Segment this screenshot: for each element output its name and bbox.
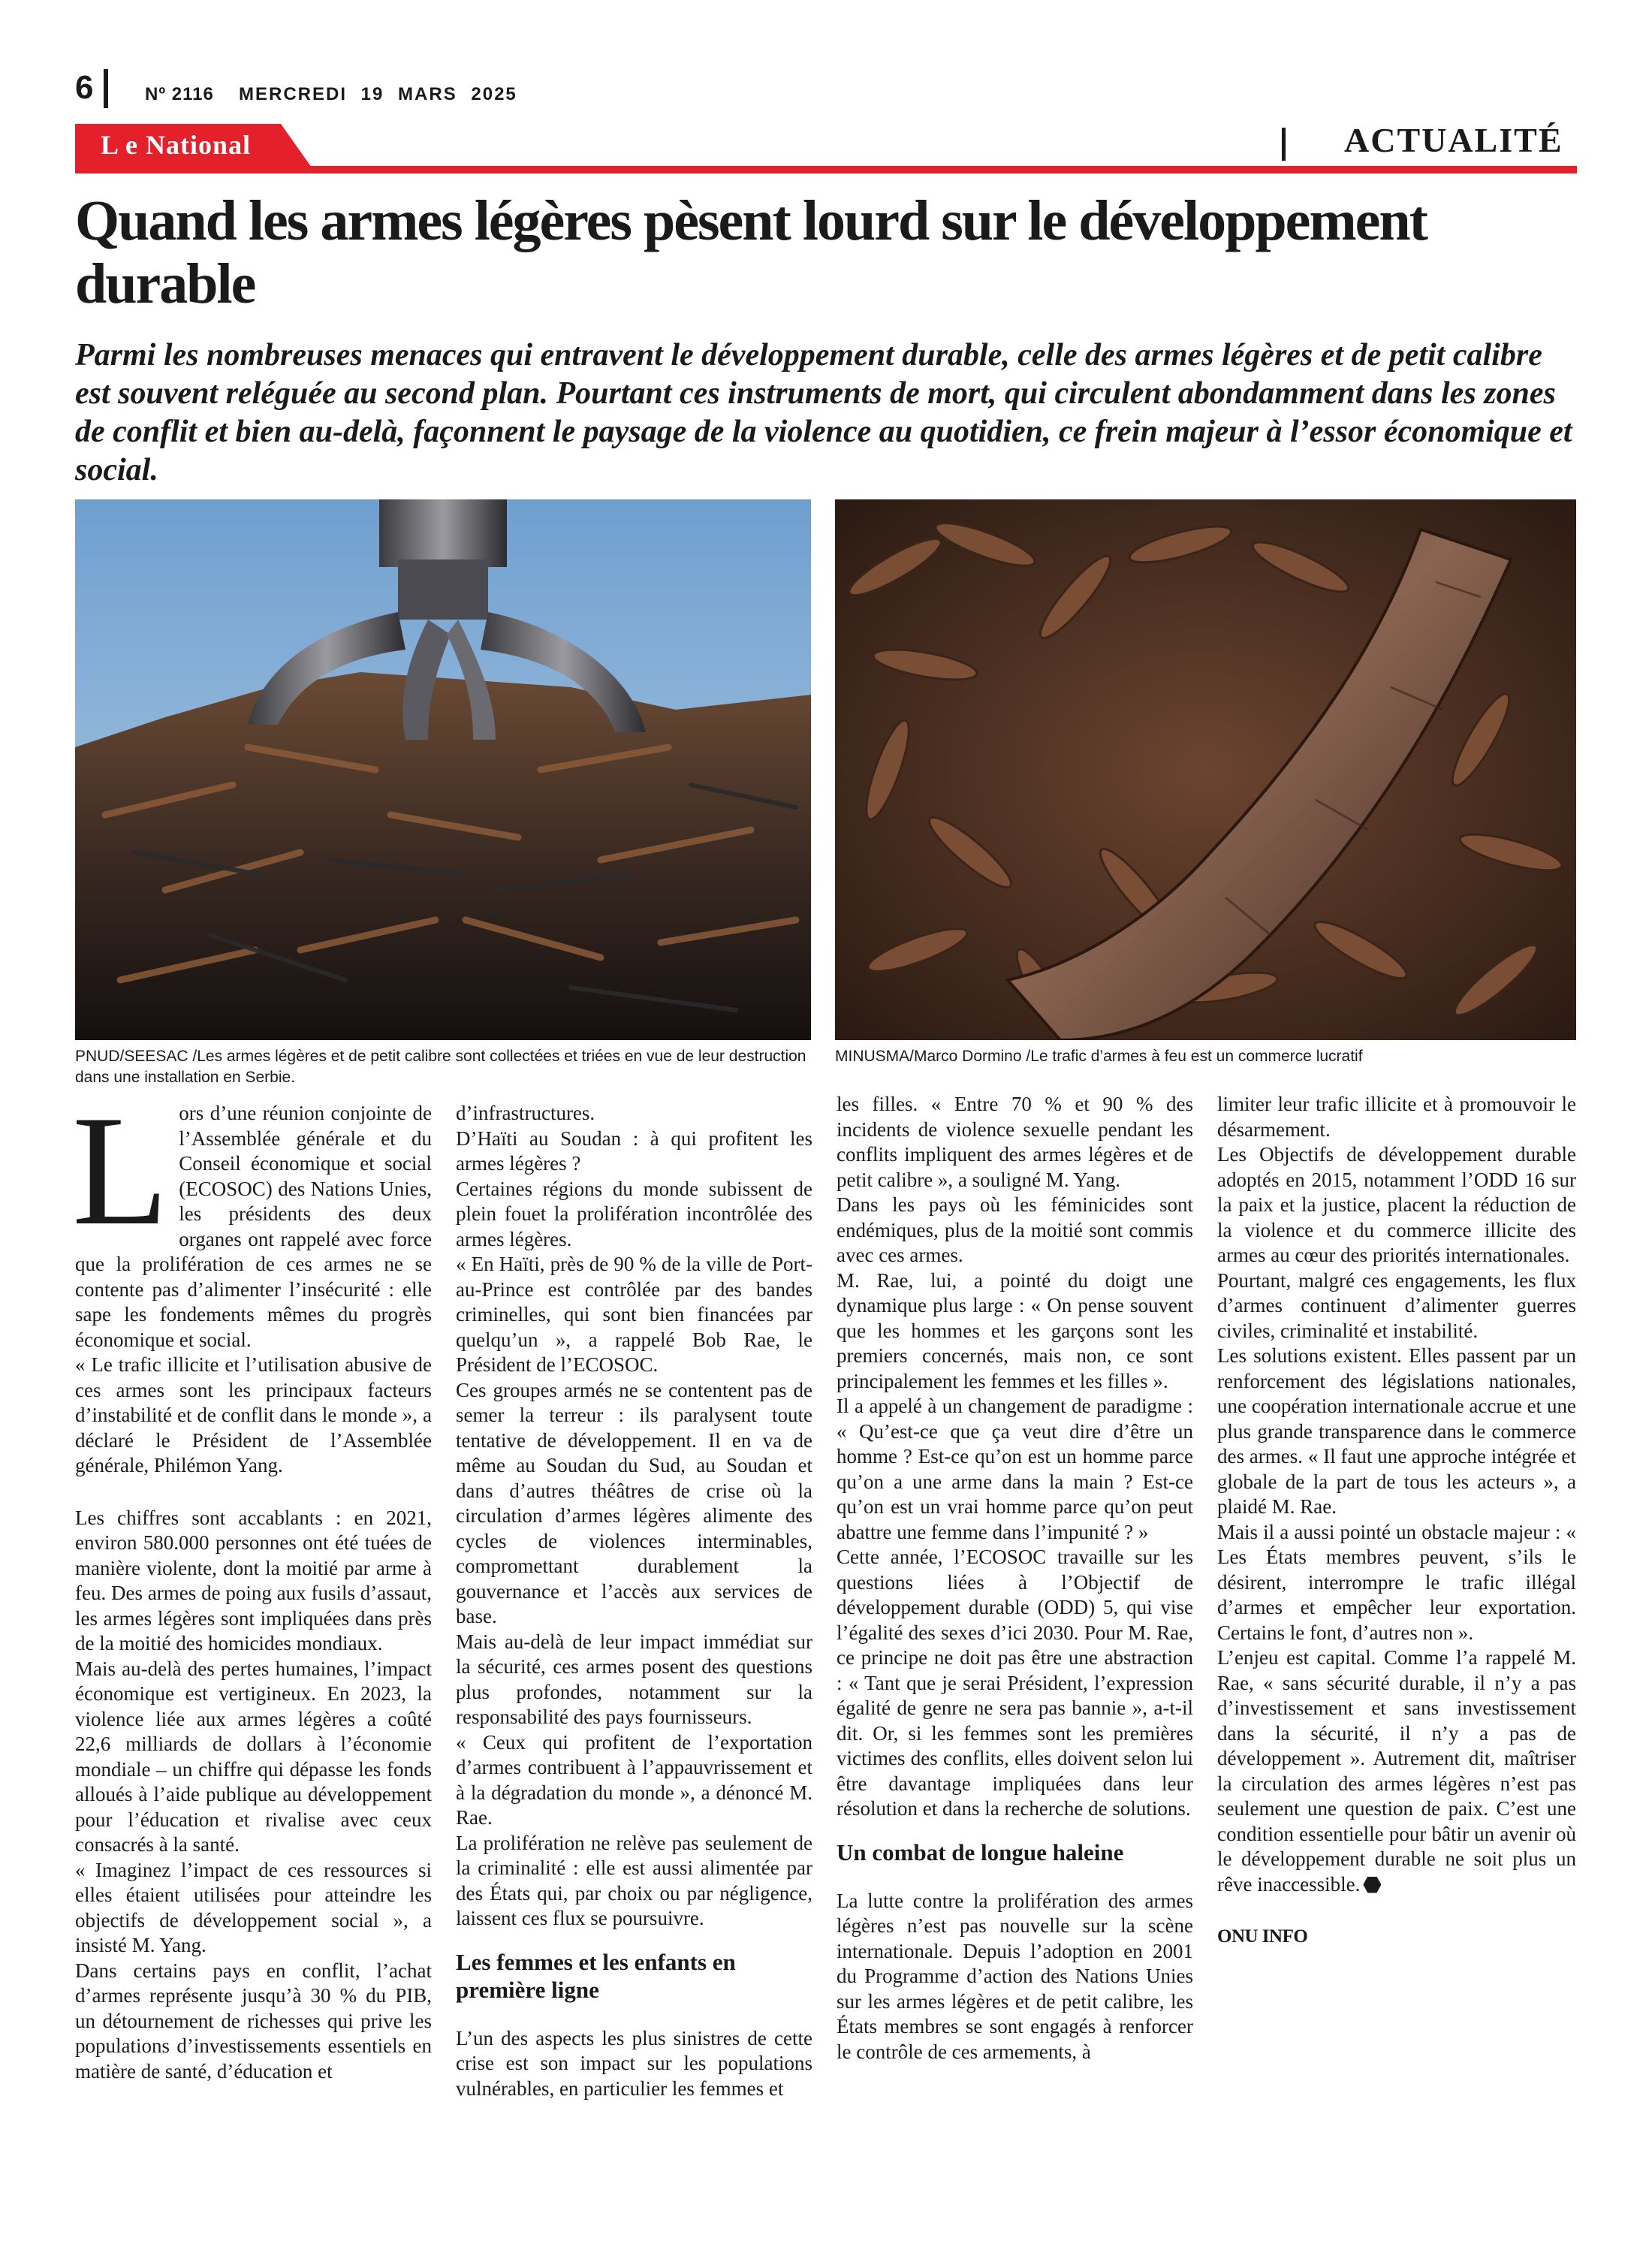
paragraph: Les solutions existent. Elles passent par un renforcement des législations nationales, une coopération internationale accrue et une plus grande transparence dans le commerce des armes. « Il faut une approche intégrée et globale de la part de tous les acteurs », a plaidé M. Rae.	[1217, 1344, 1576, 1518]
article-signature: ONU INFO	[1217, 1926, 1308, 1947]
paragraph: D’Haïti au Soudan : à qui profitent les armes légères ?	[456, 1126, 812, 1175]
brand-name: L e National	[101, 130, 252, 160]
subheading: Les femmes et les enfants en première ligne	[456, 1948, 736, 2003]
paragraph: Les chiffres sont accablants : en 2021, environ 580.000 personnes ont été tuées de manière violente, dont la moitié par arme à feu. Des armes de poing aux fusils d’assaut, les armes légères sont impliquées dans près de la moitié des homicides mondiaux.	[75, 1506, 432, 1654]
photo-caption-2: MINUSMA/Marco Dormino /Le trafic d’armes à feu est un commerce lucratif	[835, 1048, 1363, 1065]
article-column-2	[456, 1101, 812, 2101]
subheading: Un combat de longue haleine	[837, 1838, 1124, 1865]
issue-number: Nº 2116	[145, 84, 214, 104]
paragraph: « Le trafic illicite et l’utilisation abusive de ces armes sont les principaux facteurs d’instabilité et de conflit dans le monde », a déclaré le Président de l’Assemblée générale, Philémon Yang.	[75, 1353, 432, 1476]
photo-scrap-weapons-image	[75, 499, 811, 1040]
paragraph: Ces groupes armés ne se contentent pas de semer la terreur : ils paralysent toute tentative de développement. Il en va de même au Soudan du Sud, au Soudan et dans d’autres théâtres de crise où la circulation d’armes légères alimente des cycles de violences interminables, compromettant durablement la gouvernance et l’accès aux services de base.	[456, 1378, 812, 1627]
photo-rusty-ammunition	[835, 499, 1576, 1040]
paragraph	[1217, 1645, 1576, 1897]
photo-scrap-weapons	[75, 499, 811, 1040]
paragraph: Il a appelé à un changement de paradigme : « Qu’est-ce que ça veut dire d’être un homme ? Est-ce qu’on est un homme parce qu’on a une arme dans la main ? Est-ce qu’on est un vrai homme parce qu’on peut abattre une femme dans l’impunité ? »	[837, 1395, 1193, 1543]
paragraph: Mais au-delà de leur impact immédiat sur la sécurité, ces armes posent des questions plus profondes, notamment sur la responsabilité des pays fournisseurs.	[456, 1630, 812, 1728]
paragraph: L’un des aspects les plus sinistres de cette crise est son impact sur les populations vulnérables, en particulier les femmes et	[456, 2026, 812, 2100]
paragraph: Cette année, l’ECOSOC travaille sur les questions liées à l’Objectif de développement durable (ODD) 5, qui vise l’égalité des sexes d’ici 2030. Pour M. Rae, ce principe ne doit pas être une abstraction : « Tant que je serai Président, l’expression égalité de genre ne sera pas bannie », a-t-il dit. Or, si les femmes sont les premières victimes des conflits, elles doivent selon lui être davantage impliquées dans leur résolution et dans la recherche de solutions.	[837, 1546, 1193, 1820]
paragraph: La prolifération ne relève pas seulement de la criminalité : elle est aussi alimentée par des États qui, par choix ou par négligence, laissent ces flux se poursuivre.	[456, 1831, 812, 1929]
paragraph: M. Rae, lui, a pointé du doigt une dynamique plus large : « On pense souvent que les hommes et les garçons sont les premiers concernés, mais non, ce sont principalement les femmes et les filles ».	[837, 1268, 1193, 1392]
article-column-4	[1217, 1092, 1576, 1950]
paragraph: La lutte contre la prolifération des armes légères n’est pas nouvelle sur la scène internationale. Depuis l’adoption en 2001 du Programme d’action des Nations Unies sur les armes légères et de petit calibre, les États membres se sont engagés à renforcer le contrôle de ces armements, à	[837, 1889, 1193, 2063]
lead-paragraph: Parmi les nombreuses menaces qui entravent le développement durable, celle des armes légères et de petit calibre est souvent reléguée au second plan. Pourtant ces instruments de mort, qui circulent abondamment dans les zones de conflit et bien au-delà, façonnent le paysage de la violence au quotidien, ce frein majeur à l’essor économique et social.	[75, 338, 1572, 487]
paragraph: « En Haïti, près de 90 % de la ville de Port-au-Prince est contrôlée par des bandes criminelles, qui sont bien financées par quelqu’un », a rappelé Bob Rae, le Président de l’ECOSOC.	[456, 1253, 812, 1376]
end-of-article-icon	[1363, 1877, 1381, 1893]
section-divider	[1282, 128, 1286, 161]
paragraph: « Imaginez l’impact de ces ressources si elles étaient utilisées pour atteindre les objectifs de développement social », a insisté M. Yang.	[75, 1858, 432, 1956]
paragraph: les filles. « Entre 70 % et 90 % des incidents de violence sexuelle pendant les conflits impliquent des armes légères et de petit calibre », a souligné M. Yang.	[837, 1093, 1193, 1191]
paragraph: ors d’une réunion conjointe de l’Assemblée générale et du Conseil économique et social (ECOSOC) des Nations Unies, les présidents des deux organes ont rappelé avec force que la prolifération de ces armes ne se contente pas d’alimenter l’insécurité : elle sape les fondements mêmes du progrès économique et social.	[75, 1102, 432, 1351]
paragraph: Les Objectifs de développement durable adoptés en 2015, notamment l’ODD 16 sur la paix et la justice, placent la réduction de la violence et du commerce illicite des armes au cœur des priorités internationales.	[1217, 1143, 1576, 1266]
page-number-divider	[104, 69, 108, 108]
paragraph: Mais au-delà des pertes humaines, l’impact économique est vertigineux. En 2023, la violence liée aux armes légères a coûté 22,6 milliards de dollars à l’économie mondiale – un chiffre qui dépasse les fonds alloués à l’aide publique au développement pour l’éducation et rivalise avec ceux consacrés à la santé.	[75, 1657, 432, 1856]
paragraph: « Ceux qui profitent de l’exportation d’armes contribuent à l’appauvrissement et à la dégradation du monde », a dénoncé M. Rae.	[456, 1730, 812, 1829]
drop-cap: L	[72, 1084, 169, 1258]
paragraph: Dans certains pays en conflit, l’achat d’armes représente jusqu’à 30 % du PIB, un détournement de richesses qui prive les populations d’investissements essentiels en matière de santé, d’éducation et	[75, 1959, 432, 2083]
article-column-1	[72, 1084, 432, 2084]
paragraph: Certaines régions du monde subissent de plein fouet la prolifération incontrôlée des armes légères.	[456, 1177, 812, 1250]
paragraph: Dans les pays où les féminicides sont endémiques, plus de la moitié sont commis avec ces armes.	[837, 1193, 1193, 1266]
paragraph: Mais il a aussi pointé un obstacle majeur : « Les États membres peuvent, s’ils le désirent, interrompre le trafic illégal d’armes et empêcher leur exportation. Certains le font, d’autres non ».	[1217, 1520, 1576, 1644]
section-title: ACTUALITÉ	[1344, 121, 1563, 159]
paragraph: d’infrastructures.	[456, 1102, 595, 1124]
article-column-3	[837, 1092, 1193, 2064]
paragraph: Pourtant, malgré ces engagements, les flux d’armes continuent d’alimenter guerres civiles, criminalité et instabilité.	[1217, 1268, 1576, 1342]
issue-date: MERCREDI 19 MARS 2025	[239, 84, 517, 104]
photo-rusty-ammunition-image	[835, 499, 1576, 1040]
headline: Quand les armes légères pèsent lourd sur le développement durable	[75, 189, 1427, 315]
page-number: 6	[75, 69, 94, 106]
paragraph-text: L’enjeu est capital. Comme l’a rappelé M. Rae, « sans sécurité durable, il n’y a pas d’investissement et sans investissement dans la sécurité, il n’y a pas de développement ». Autrement dit, maîtriser la circulation des armes légères n’est pas seulement une question de paix. C’est une condition essentielle pour bâtir un avenir où le développement durable ne soit plus un rêve inaccessible.	[1217, 1646, 1576, 1896]
photo-caption-1: PNUD/SEESAC /Les armes légères et de petit calibre sont collectées et triées en vue de leur destruction dans une installation en Serbie.	[75, 1048, 806, 1086]
paragraph: limiter leur trafic illicite et à promouvoir le désarmement.	[1217, 1093, 1576, 1141]
